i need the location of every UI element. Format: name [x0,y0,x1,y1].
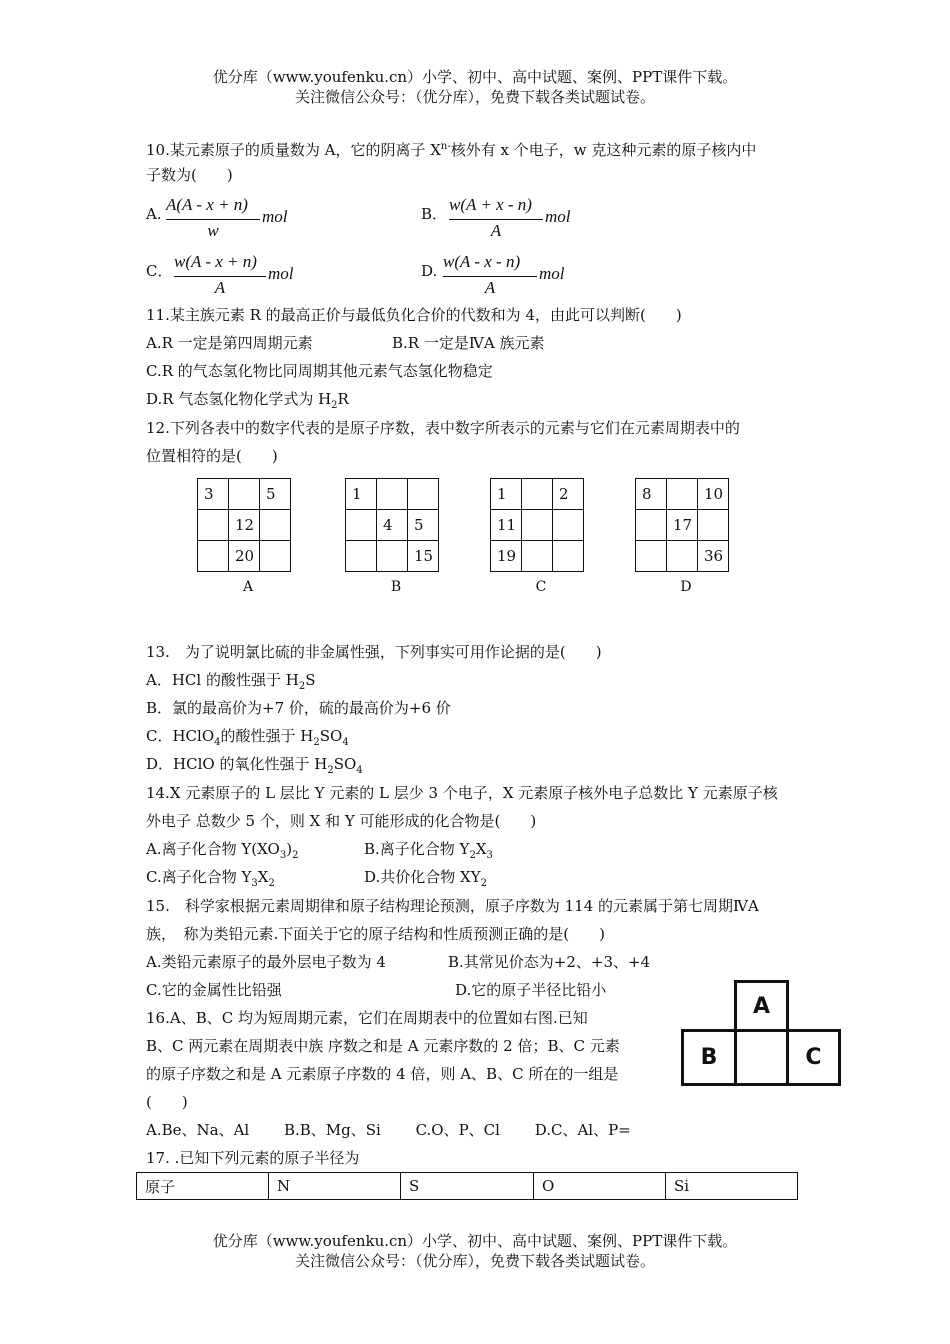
q12-grid-b-label: B [390,579,402,595]
q11-option-d: D.R 气态氢化物化学式为 $H_2R$ [146,390,349,411]
q16-diagram-box-empty [734,1029,789,1086]
table-cell: 原子 [137,1173,269,1200]
table-cell: Si [666,1173,798,1200]
q14-stem-2: 外电子 总数少 5 个，则 X 和 Y 可能形成的化合物是( ) [146,812,537,830]
q15-option-d: D.它的原子半径比铅小 [455,981,607,999]
footer-line-2: 关注微信公众号：（优分库），免费下载各类试题试卷。 [294,1252,655,1270]
table-cell: N [269,1173,401,1200]
q13-option-a: A．HCl 的酸性强于 $H_2S$ [146,671,316,692]
q10-option-b-label: B． [421,205,448,223]
q15-stem-1: 15. 科学家根据元素周期律和原子结构理论预测，原子序数为 114 的元素属于第七周期ⅣA [146,897,759,915]
table-row [137,1173,798,1200]
q16-stem-1: 16.A、B、C 均为短周期元素，它们在周期表中的位置如右图.已知 [146,1009,588,1027]
q13-option-c: C．HClO$_4$的酸性强于 $H_2SO_4$ [146,727,349,748]
q10-stem-2: 子数为( ) [146,166,233,184]
q12-grid-d-label: D [680,579,692,595]
q14-option-d: D.共价化合物 $XY_2$ [364,868,487,889]
table-cell: S [401,1173,534,1200]
q13-option-b: B．氯的最高价为+7 价，硫的最高价为+6 价 [146,699,451,717]
q10-option-d-label: D. [421,262,438,280]
q12-grid-d: 8 10 17 36 [635,478,729,572]
q17-radius-table [136,1172,798,1200]
q14-option-b: B.离子化合物 $Y_2X_3$ [364,840,493,861]
q16-options: A.Be、Na、Al B.B、Mg、Si C.O、P、Cl D.C、Al、P= [146,1121,631,1139]
q13-option-d: D．HClO 的氧化性强于 $H_2SO_4$ [146,755,363,776]
q16-diagram-box-a: A [734,980,789,1032]
q10-option-a-label: A. [146,205,162,223]
q16-diagram-box-c: C [786,1029,841,1086]
table-cell: O [534,1173,666,1200]
q10-option-c-label: C． [146,262,173,280]
footer-line-1: 优分库（www.youfenku.cn）小学、初中、高中试题、案例、PPT课件下载。 [212,1232,738,1250]
q16-diagram-box-b: B [681,1029,737,1086]
q11-stem: 11.某主族元素 R 的最高正价与最低负化合价的代数和为 4，由此可以判断( ) [146,306,682,324]
q12-grid-b: 1 4 5 15 [345,478,439,572]
q12-grid-a: 3 5 12 20 [197,478,291,572]
q15-option-c: C.它的金属性比铅强 [146,981,282,999]
q12-stem-2: 位置相符的是( ) [146,447,278,465]
q17-stem: 17. .已知下列元素的原子半径为 [146,1149,360,1167]
q14-option-c: C.离子化合物 $Y_3X_2$ [146,868,275,889]
q14-stem-1: 14.X 元素原子的 L 层比 Y 元素的 L 层少 3 个电子，X 元素原子核外电子总数比 Y 元素原子核 [146,784,778,802]
q12-grid-c: 1 2 11 19 [490,478,584,572]
header-line-1: 优分库（www.youfenku.cn）小学、初中、高中试题、案例、PPT课件下载。 [212,68,738,86]
q15-option-b: B.其常见价态为+2、+3、+4 [448,953,651,971]
q15-stem-2: 族， 称为类铅元素.下面关于它的原子结构和性质预测正确的是( ) [146,925,605,943]
q10-stem: 10.某元素原子的质量数为 A，它的阴离子 $X^{n-}$核外有 x 个电子，w 克这种元素的原子核内中 [146,141,757,159]
q13-stem: 13. 为了说明氯比硫的非金属性强，下列事实可用作论据的是( ) [146,643,602,661]
q16-stem-3: 的原子序数之和是 A 元素原子序数的 4 倍，则 A、B、C 所在的一组是 [146,1065,619,1083]
q16-stem-2: B、C 两元素在周期表中族 序数之和是 A 元素序数的 2 倍；B、C 元素 [146,1037,620,1055]
q14-option-a: A.离子化合物 $Y(XO_3)_2$ [146,840,299,861]
q11-option-c: C.R 的气态氢化物比同周期其他元素气态氢化物稳定 [146,362,493,380]
q16-stem-4: ( ) [146,1093,188,1111]
q12-stem-1: 12.下列各表中的数字代表的是原子序数，表中数字所表示的元素与它们在元素周期表中的 [146,419,740,437]
q12-grid-a-label: A [242,579,254,595]
q11-option-a: A.R 一定是第四周期元素 [146,334,313,352]
q15-option-a: A.类铅元素原子的最外层电子数为 4 [146,953,386,971]
q11-option-b: B.R 一定是ⅣA 族元素 [392,334,545,352]
q12-grid-c-label: C [535,579,547,595]
header-line-2: 关注微信公众号：（优分库），免费下载各类试题试卷。 [294,88,655,106]
